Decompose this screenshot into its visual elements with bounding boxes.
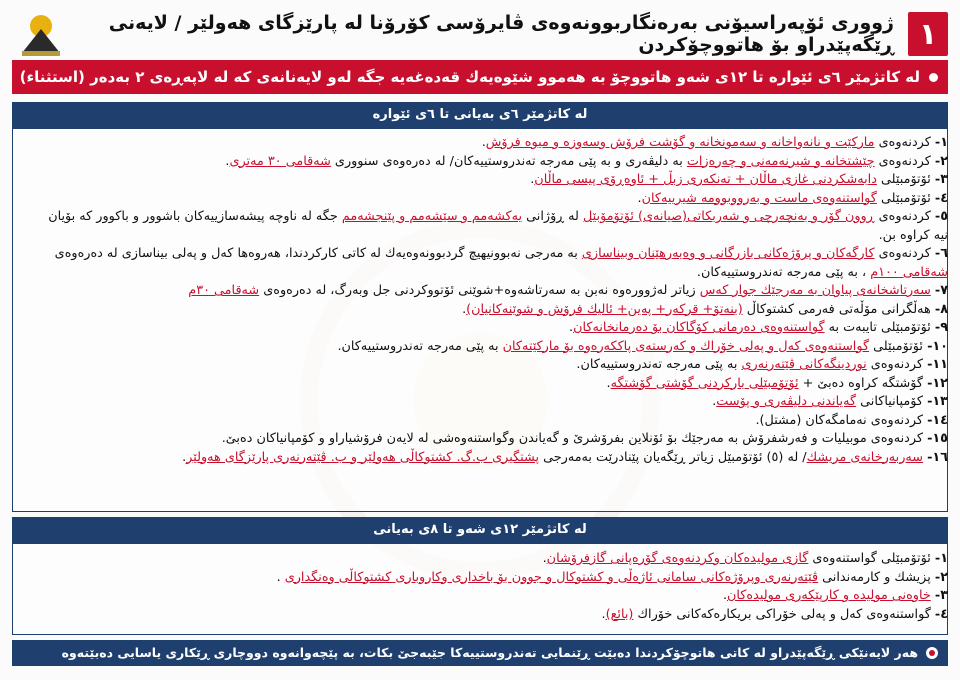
list-item — [40, 606, 948, 625]
page-title: ژووری ئۆپەراسیۆنی بەرەنگاربوونەوەی ڤایرۆسی کۆرۆنا لە پارێزگای هەولێر / لایەنی ڕێگەپێدراو بۆ هاتووچۆکردن — [108, 12, 894, 56]
item-post-b: . — [225, 153, 230, 169]
item-num: ٦- — [934, 246, 948, 261]
item-hl: گەیاندنی دلیڤەری و پۆست — [716, 394, 857, 409]
bullet-icon — [929, 73, 938, 82]
item-hl: سەرتاشخانەی پیاوان بە مەرجێك جوار کەس — [699, 283, 931, 298]
item-pre: ئۆتۆمبێلی — [876, 190, 931, 206]
item-hl: ڤێتەرنەری وپرۆژەکانی سامانی ئاژەڵی و کشتوکال و جوون بۆ باخداری وکاروباری کشتوکاڵی وەنگداری — [284, 569, 819, 585]
item-hl: ڕوون گۆر و بەنچەرچی و شەربکاتی(صیانەی) ئۆتۆمۆبێل — [582, 209, 875, 224]
item-hl-b: شەقامی ٣٠ مەتری — [229, 153, 331, 169]
item-pre: کردنەوەی موبیلیات و فەرشفرۆش بە مەرجێك بۆ ئۆنلاین بفرۆشرێ و گەیاندن وگواستنەوەشی لە لایەن فرۆشیاراو و کۆمپانیاکان دەبێ. — [221, 431, 923, 446]
item-post: . — [601, 606, 606, 622]
item-hl: مارکێت و نانەواخانە و سەمونخانە و گۆشت فرۆش وسەوزە و میوە فرۆش — [485, 135, 875, 150]
list-item — [40, 208, 948, 245]
list-item — [40, 319, 948, 338]
item-num: ٧- — [934, 283, 948, 298]
item-post: بە مەرجی نەبوونیهیچ گردبوونەوەیەك لە کاتی کارکردندا، هەروەها کەل و پەلی بیناسازی لە دەرەوەی — [54, 246, 582, 261]
footer-note — [12, 640, 948, 666]
item-pre: کردنەوەی — [874, 209, 931, 224]
item-num: ١٦- — [927, 449, 948, 465]
item-hl: گازی مولیدەکان وکردنەوەی گۆرەپانی گازفرۆشان — [546, 551, 809, 566]
item-hl-b: شەقامی ١٠٠م — [870, 264, 948, 280]
item-hl: چێشتخانە و شیرنەمەنی و چەرەزات — [686, 153, 875, 169]
item-num: ٥- — [934, 209, 948, 224]
item-hl: دابەشکردنی غازی ماڵان + تەنکەری زبڵ + ئاوەڕۆی پیسی ماڵان — [534, 172, 877, 187]
list-item — [40, 375, 948, 394]
item-post: بە دلیڤەری و بە پێی مەرجە تەندروستییەکان/ لە دەرەوەی سنووری — [330, 153, 687, 169]
list-item — [40, 587, 948, 606]
item-post: . — [542, 551, 547, 566]
item-pre: ئۆتۆمبێلی — [876, 172, 931, 187]
list-item — [40, 412, 948, 431]
list-item — [40, 569, 948, 588]
item-pre: کردنەوەی — [874, 246, 931, 261]
list-item — [40, 153, 948, 172]
item-post: . — [712, 394, 717, 409]
item-num: ٤- — [934, 606, 948, 622]
item-pre: ئۆتۆمبێلی گواستنەوەی — [808, 551, 931, 566]
item-num: ١١- — [927, 357, 948, 372]
item-hl: ئۆتۆمبێلی بارکردنی گۆشتی گۆشتگە — [610, 375, 799, 391]
item-pre: کردنەوەی نەمامگەکان (مشتل). — [755, 412, 923, 428]
item-post: . — [606, 375, 611, 391]
item-num: ٢- — [934, 153, 948, 169]
section2-heading: لە کاتژمێر ١٢ی شەو تا ٨ی بەیانی — [12, 517, 948, 543]
item-num: ١٥- — [927, 431, 948, 446]
curfew-banner-text: لە کاتژمێر ٦ی ئێوارە تا ١٢ی شەو هاتووچۆ بە هەموو شێوەیەك قەدەغەیە جگە لەو لایەنانەی کە لە لاپەڕەی ٢ بەدەر (استثناء) — [19, 68, 920, 86]
curfew-banner — [12, 60, 948, 94]
section1-heading: لە کاتژمێر ٦ی بەیانی تا ٦ی ئێوارە — [12, 102, 948, 128]
item-post: . — [569, 320, 574, 335]
footer-text: هەر لایەنێکی ڕێگەپێدراو لە کاتی هاتوچۆکردندا دەبێت ڕێنمایی تەندروستییەکا جێبەجێ بکات، بە پێچەوانەوە دووچاری ڕێکاری یاسایی دەبێتەوە — [61, 645, 918, 660]
item-num: ١- — [934, 135, 948, 150]
item-post: . — [481, 135, 486, 150]
list-item — [40, 245, 948, 282]
item-post: بە پێی مەرجە تەندروستییەکان. — [337, 338, 503, 354]
item-pre: کردنەوەی — [866, 357, 923, 372]
item-pre: پزیشك و کارمەندانی — [818, 569, 931, 585]
item-pre: گۆشتگە کراوە دەبێ + — [798, 375, 923, 391]
item-post: / لە (٥) ئۆتۆمبێل زیاتر ڕێگەیان پێنادرێت بەمەرجی — [539, 449, 807, 465]
item-hl: (بائع) — [605, 606, 634, 622]
section2-list — [40, 550, 948, 624]
list-item — [40, 338, 948, 357]
item-post: . — [462, 301, 467, 317]
item-post: زیاتر لەژوورەوە نەبن بە سەرتاشەوە+شوێنی ئۆتووکردنی جل وبەرگ، لە دەرەوەی — [259, 283, 700, 298]
item-hl: گواستنەوەی کەل و پەلی خۆراك و کەرستەی پاککەرەوە بۆ مارکێتەکان — [502, 338, 870, 354]
list-item — [40, 449, 948, 468]
item-pre: کردنەوەی — [874, 135, 931, 150]
record-dot-icon — [926, 647, 938, 659]
item-pre: ئۆتۆمبێلی — [869, 338, 923, 354]
list-item — [40, 301, 948, 320]
item-num: ٣- — [934, 172, 948, 187]
list-item — [40, 550, 948, 569]
item-num: ١٢- — [927, 375, 948, 391]
item-hl-b: پشتگیری ب.گ. کشتوکاڵی هەولێر و ب. ڤێتەرنەری پارێزگای هەولێر — [186, 449, 540, 465]
item-num: ٢- — [934, 569, 948, 585]
item-num: ٨- — [934, 301, 948, 317]
list-item — [40, 393, 948, 412]
item-post: . — [637, 190, 642, 206]
item-post: . — [722, 588, 728, 603]
item-post: بە پێی مەرجە تەندروستییەکان. — [576, 357, 742, 372]
item-post-b: جگە لە ناوچە پیشەسازییەکان باشوور و باکوور کە بۆیان نیە کراوە بن. — [48, 209, 948, 243]
item-post-b: . — [182, 449, 187, 465]
item-pre: کۆمپانیاکانی — [856, 394, 923, 409]
list-item — [40, 134, 948, 153]
page-number-badge: ١ — [908, 12, 948, 56]
section1-list — [40, 134, 948, 467]
item-hl: کارگەکان و پرۆژەکانی بازرگانی و وەبەرهێنان وبیناسازی — [581, 246, 875, 261]
item-hl: (بنەتۆ+ قرکەر+ پەین+ ئالیك فرۆش و شوێنەکانیان) — [466, 301, 743, 317]
item-num: ٣- — [934, 588, 948, 603]
item-hl: سەربەرخانەی مریشك — [806, 449, 923, 465]
list-item — [40, 190, 948, 209]
item-num: ١٣- — [927, 394, 948, 409]
item-num: ٩- — [934, 320, 948, 335]
item-pre: ئۆتۆمبێلی تایبەت بە — [824, 320, 931, 335]
item-pre: کردنەوەی — [874, 153, 931, 169]
item-hl-b: یەکشەمم و سێشەمم و پێنجشەمم — [341, 209, 523, 224]
item-hl: گواستنەوەی دەرمانی کۆگاکان بۆ دەرمانخانەکان — [573, 320, 825, 335]
item-post-b: ، بە پێی مەرجە تەندروستییەکان. — [696, 264, 871, 280]
item-pre: گواستنەوەی کەل و پەلی خۆراکی بریکارەکەکانی خۆراك — [633, 606, 931, 622]
item-hl-b: شەقامی ٣٠م — [188, 283, 260, 298]
list-item — [40, 282, 948, 301]
item-num: ١٠- — [927, 338, 948, 354]
item-num: ٤- — [934, 190, 948, 206]
item-hl: گواستنەوەی ماست و بەرووبوومە شیرییەکان — [641, 190, 877, 206]
list-item — [40, 171, 948, 190]
item-num: ١- — [934, 551, 948, 566]
item-hl: خاوەنی مولیدە و کارپێکەری مولیدەکان — [727, 588, 931, 603]
list-item — [40, 356, 948, 375]
item-post: . — [530, 172, 535, 187]
item-post: . — [276, 569, 285, 585]
kurdistan-emblem-icon — [18, 11, 64, 57]
item-post: لە ڕۆژانی — [522, 209, 583, 224]
list-item — [40, 430, 948, 449]
item-pre: هەڵگرانی مۆڵەتی فەرمی کشتوکاڵ — [742, 301, 931, 317]
item-hl: نوردینگەکانی ڤێتەرنەری — [741, 357, 867, 372]
header — [12, 10, 948, 58]
item-num: ١٤- — [927, 412, 948, 428]
